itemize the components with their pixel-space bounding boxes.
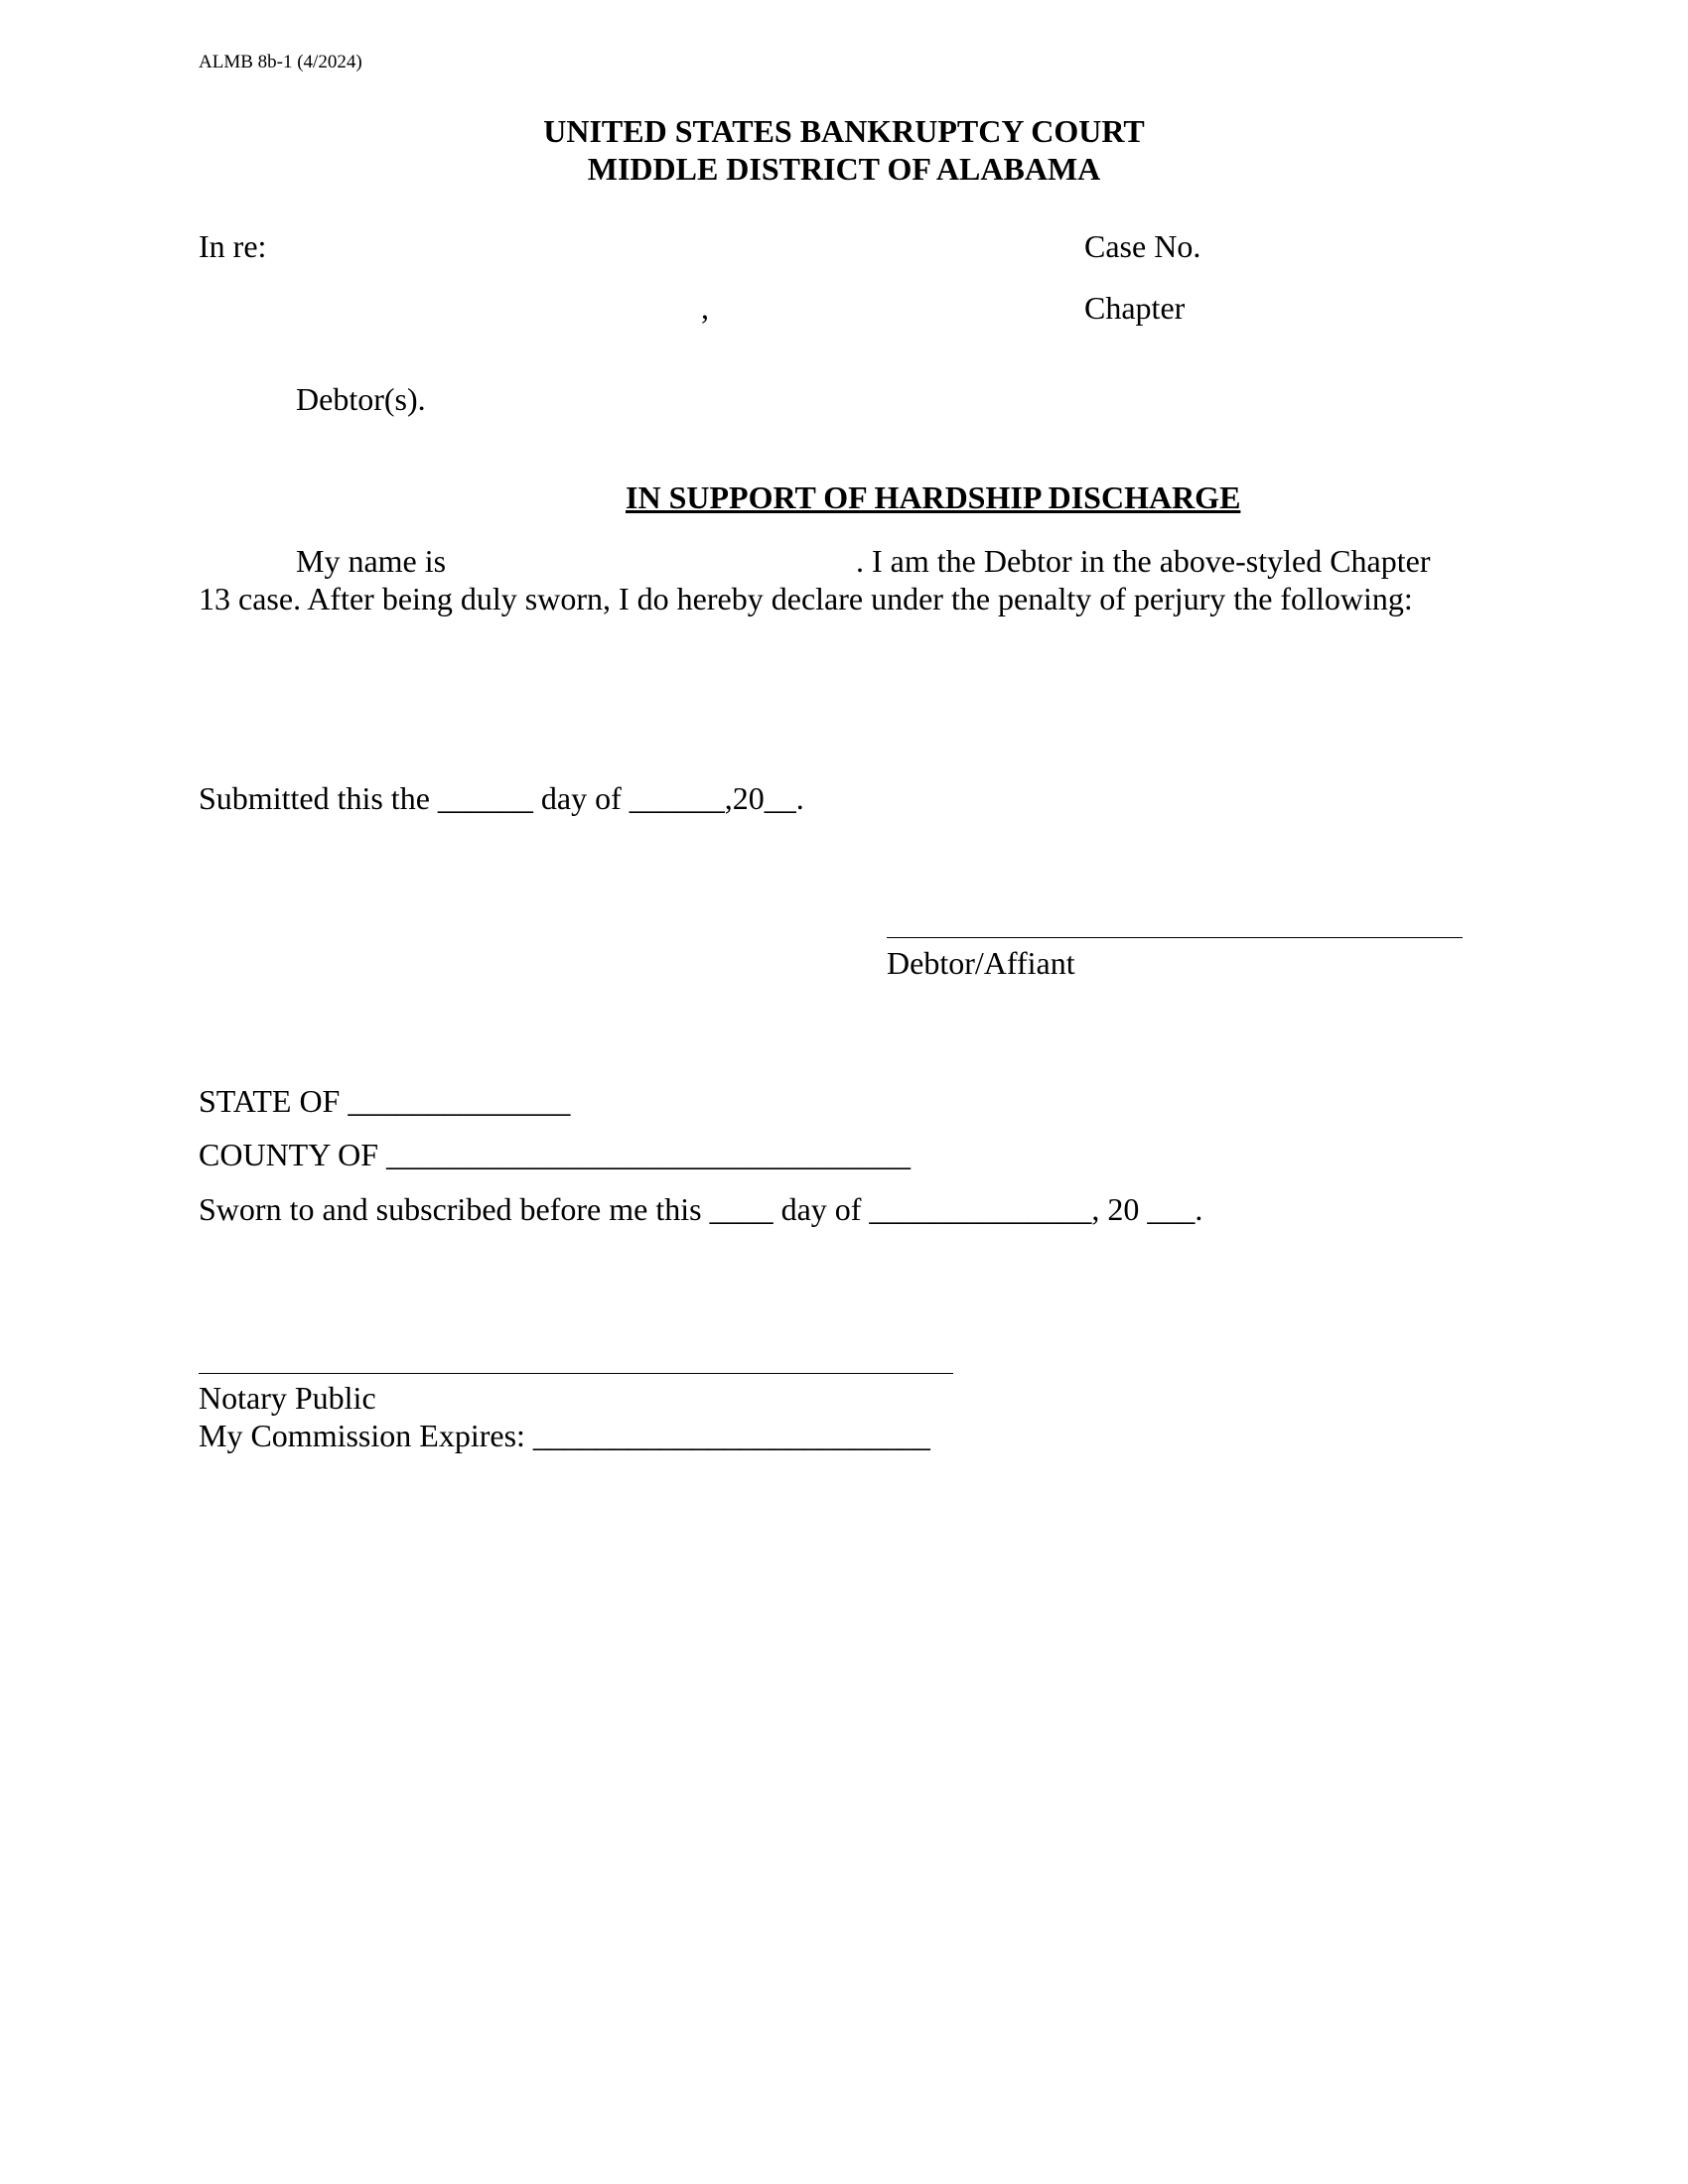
debtors-label: Debtor(s). (296, 381, 426, 417)
notary-signature-line (199, 1373, 953, 1374)
case-number-label: Case No. (1084, 228, 1201, 264)
caption-comma: , (701, 290, 709, 326)
county-of-line: COUNTY OF _________________________________ (199, 1137, 912, 1172)
signature-label: Debtor/Affiant (887, 945, 1075, 981)
state-of-line: STATE OF ______________ (199, 1083, 571, 1119)
signature-line (887, 937, 1463, 938)
commission-expires-line: My Commission Expires: _________________________ (199, 1418, 930, 1453)
sworn-subscribed-line: Sworn to and subscribed before me this ____ day of ______________, 20 ___. (199, 1191, 1203, 1227)
document-title: IN SUPPORT OF HARDSHIP DISCHARGE (626, 479, 1241, 515)
declaration-line2: 13 case. After being duly sworn, I do hereby declare under the penalty of perjury the following: (199, 581, 1413, 616)
chapter-label: Chapter (1084, 290, 1186, 326)
in-re-label: In re: (199, 228, 267, 264)
court-name: UNITED STATES BANKRUPTCY COURT (543, 113, 1145, 149)
submitted-date-line: Submitted this the ______ day of ______,20__. (199, 780, 804, 816)
form-identifier: ALMB 8b-1 (4/2024) (199, 52, 362, 72)
declaration-line1-rest: . I am the Debtor in the above-styled Chapter (856, 543, 1431, 579)
notary-public-label: Notary Public (199, 1380, 376, 1416)
court-district: MIDDLE DISTRICT OF ALABAMA (587, 151, 1101, 187)
declaration-name-prefix: My name is (296, 543, 447, 579)
